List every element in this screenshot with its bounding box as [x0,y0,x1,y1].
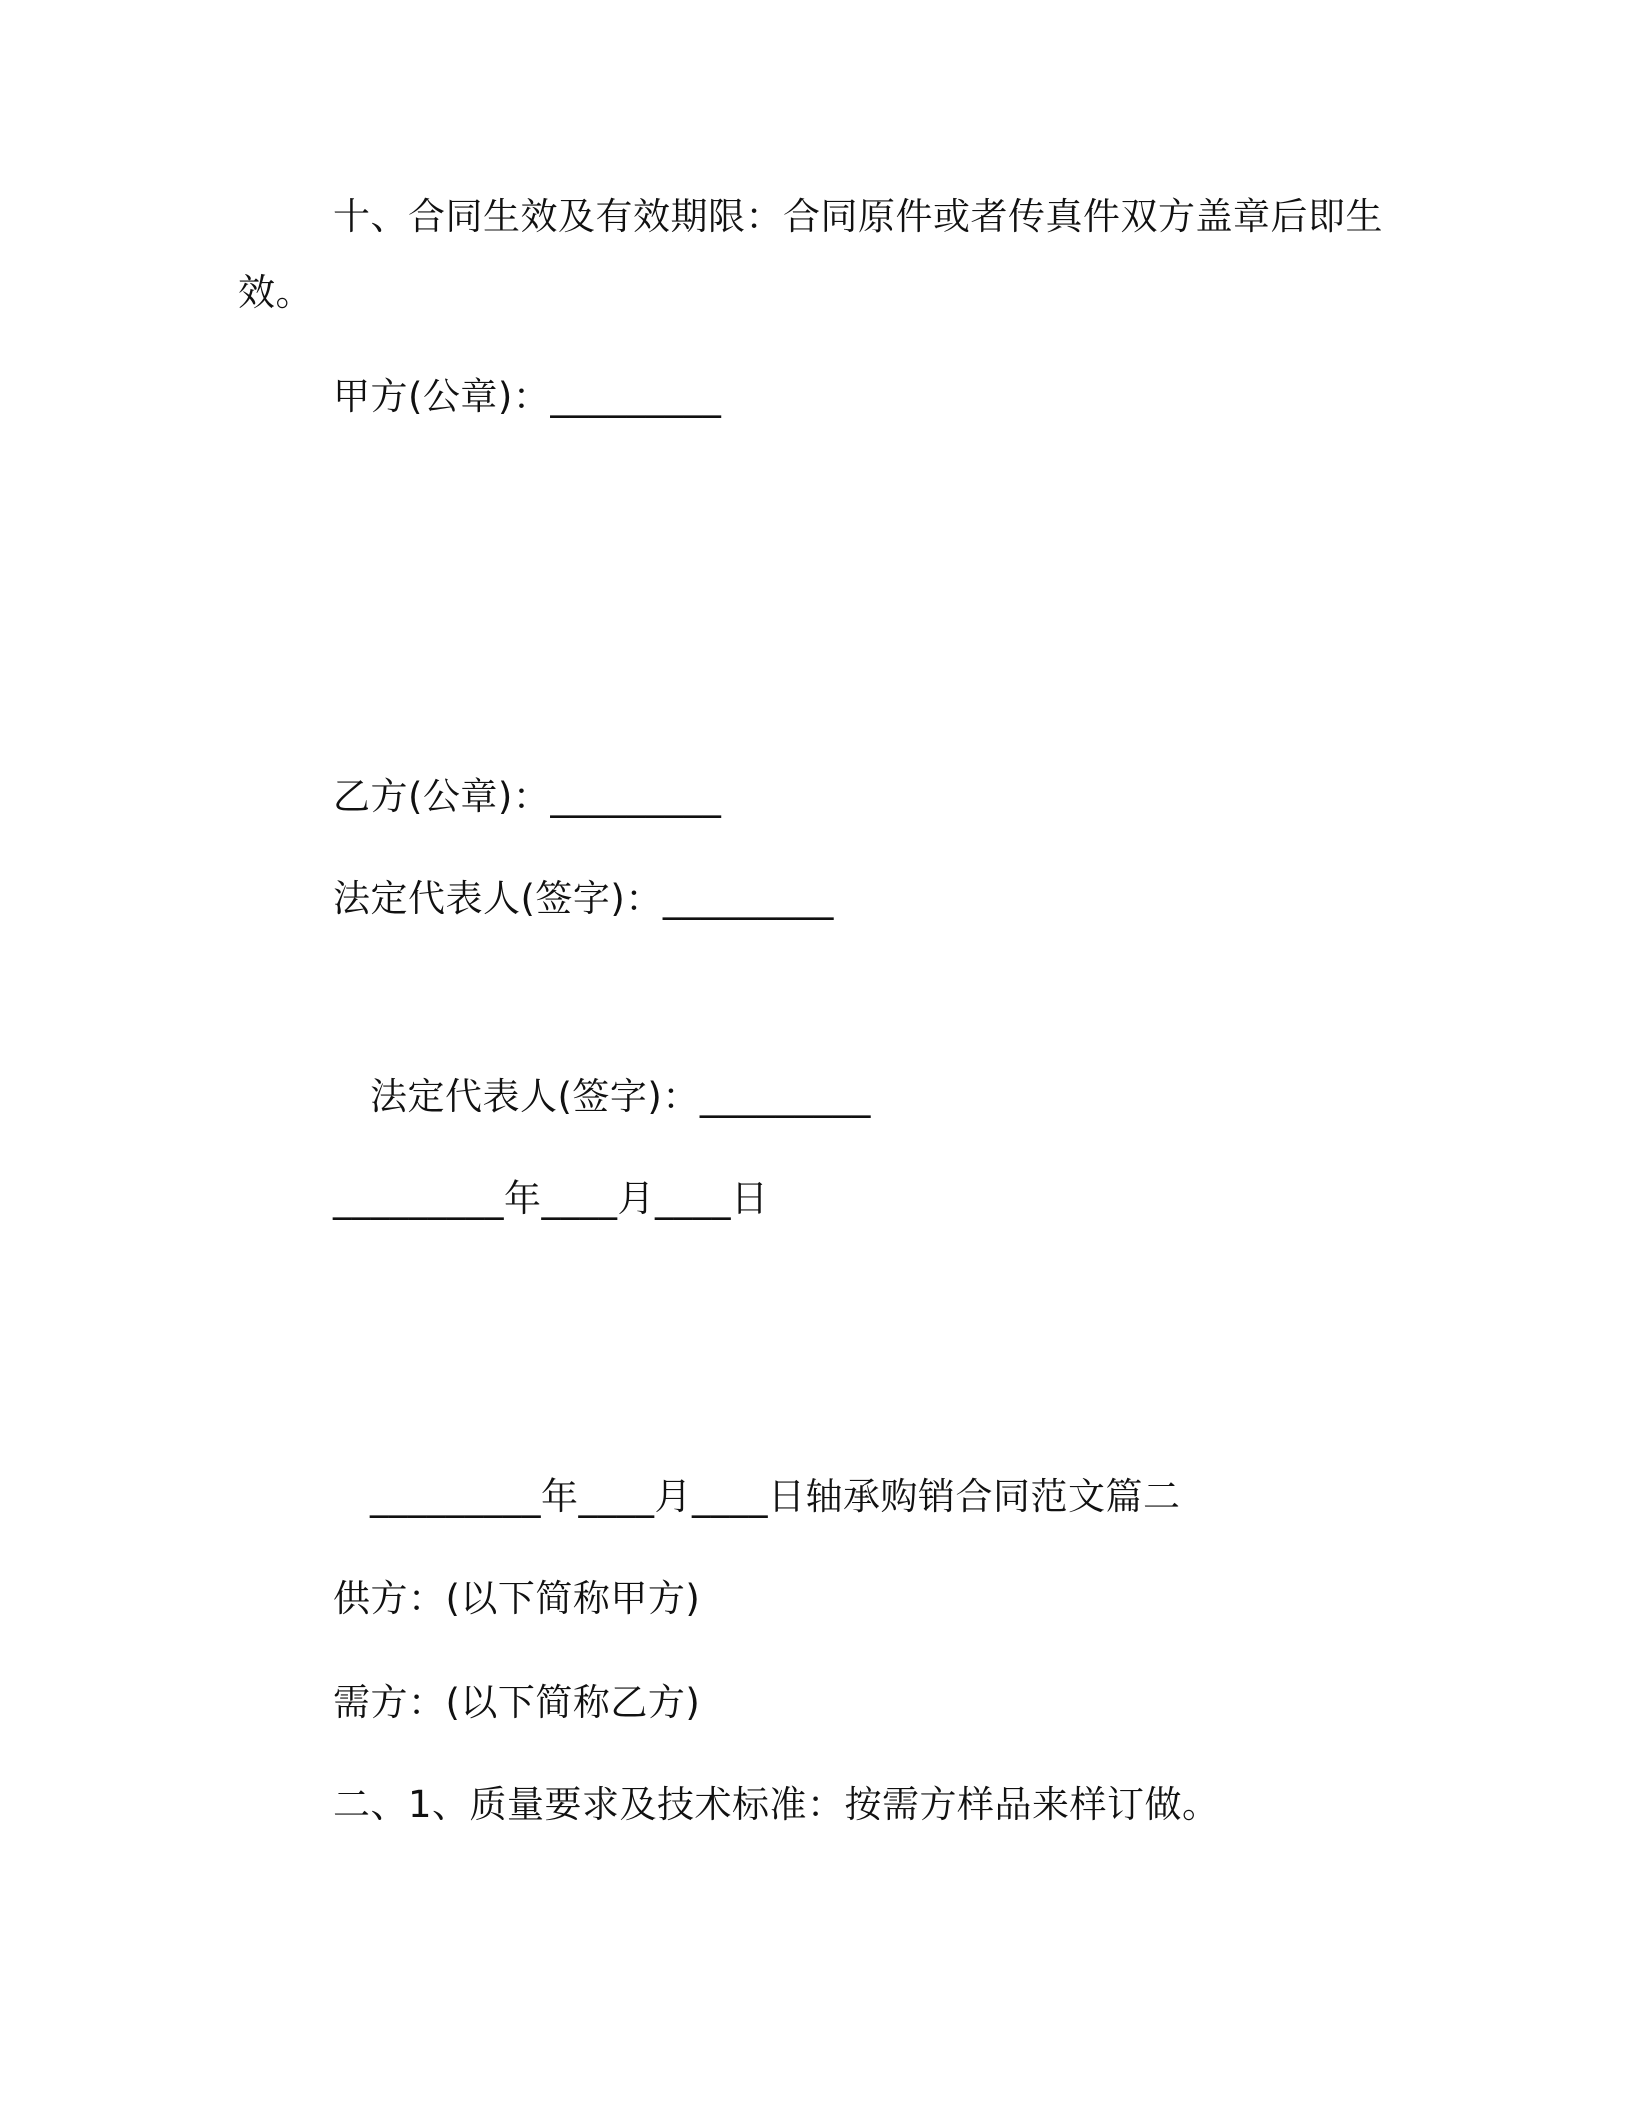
date-and-second-contract-title: _________年____月____日轴承购销合同范文篇二 [370,1475,1181,1518]
legal-representative-signature-line-2: 法定代表人(签字)：_________ [370,1075,871,1118]
date-line: _________年____月____日 [333,1177,769,1220]
party-a-seal-line: 甲方(公章)：_________ [333,375,722,418]
supplier-line: 供方：(以下简称甲方) [333,1577,701,1620]
legal-representative-signature-line: 法定代表人(签字)：_________ [333,877,834,920]
buyer-line: 需方：(以下简称乙方) [333,1681,701,1724]
party-b-seal-line: 乙方(公章)：_________ [333,775,722,818]
clause-ten-continuation: 效。 [238,271,313,314]
clause-ten-effective-period: 十、合同生效及有效期限：合同原件或者传真件双方盖章后即生 [333,195,1383,238]
quality-requirements-line: 二、1、质量要求及技术标准：按需方样品来样订做。 [333,1783,1220,1826]
